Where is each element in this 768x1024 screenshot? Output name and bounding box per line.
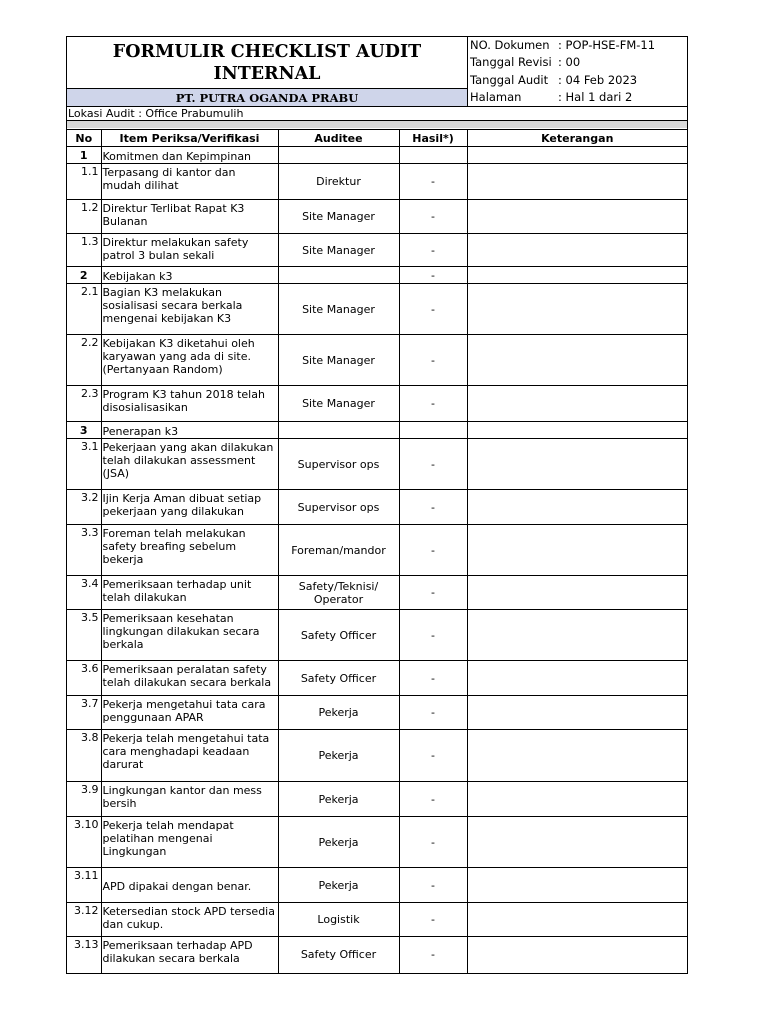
row-item: Direktur melakukan safety patrol 3 bulan sekali bbox=[101, 234, 278, 267]
row-auditee: Foreman/mandor bbox=[278, 525, 399, 576]
meta-label: Tanggal Revisi bbox=[470, 55, 552, 70]
row-result: - bbox=[399, 386, 467, 422]
row-result: - bbox=[399, 267, 467, 284]
row-result: - bbox=[399, 335, 467, 386]
meta-row bbox=[470, 37, 687, 54]
row-remarks bbox=[467, 937, 687, 973]
table-row bbox=[67, 164, 687, 200]
row-item: Pekerja telah mendapat pelatihan mengenai Lingkungan bbox=[101, 817, 278, 868]
row-remarks bbox=[467, 422, 687, 439]
category-row bbox=[67, 147, 687, 164]
row-auditee: Direktur bbox=[278, 164, 399, 200]
row-auditee: Safety Officer bbox=[278, 610, 399, 661]
row-result: - bbox=[399, 525, 467, 576]
table-row bbox=[67, 386, 687, 422]
row-auditee: Pekerja bbox=[278, 817, 399, 868]
row-result: - bbox=[399, 610, 467, 661]
row-item: Pemeriksaan peralatan safety telah dilakukan secara berkala bbox=[101, 661, 278, 696]
meta-value: : Hal 1 dari 2 bbox=[558, 89, 633, 104]
row-remarks bbox=[467, 267, 687, 284]
column-header: Item Periksa/Verifikasi bbox=[101, 130, 278, 147]
table-header-row bbox=[67, 130, 687, 147]
table-row bbox=[67, 730, 687, 782]
row-item: Ketersedian stock APD tersedia dan cukup. bbox=[101, 903, 278, 937]
row-result: - bbox=[399, 284, 467, 335]
document-meta bbox=[468, 37, 687, 106]
column-header: No bbox=[67, 130, 101, 147]
table-row bbox=[67, 439, 687, 490]
row-auditee: Site Manager bbox=[278, 284, 399, 335]
row-auditee: Safety Officer bbox=[278, 937, 399, 973]
row-item: Pemeriksaan terhadap APD dilakukan secara berkala bbox=[101, 937, 278, 973]
row-result: - bbox=[399, 200, 467, 234]
meta-row bbox=[470, 89, 687, 106]
row-remarks bbox=[467, 730, 687, 782]
row-number: 3.5 bbox=[67, 610, 101, 661]
row-number: 1.2 bbox=[67, 200, 101, 234]
row-number: 3.13 bbox=[67, 937, 101, 973]
row-number: 3 bbox=[67, 422, 101, 439]
column-header: Auditee bbox=[278, 130, 399, 147]
row-number: 3.1 bbox=[67, 439, 101, 490]
form-title: FORMULIR CHECKLIST AUDIT INTERNAL bbox=[67, 37, 467, 89]
row-number: 3.7 bbox=[67, 696, 101, 730]
table-row bbox=[67, 610, 687, 661]
row-remarks bbox=[467, 439, 687, 490]
row-remarks bbox=[467, 903, 687, 937]
row-number: 3.6 bbox=[67, 661, 101, 696]
meta-label: Halaman bbox=[470, 89, 522, 104]
row-auditee: Pekerja bbox=[278, 782, 399, 817]
row-item: Bagian K3 melakukan sosialisasi secara berkala mengenai kebijakan K3 bbox=[101, 284, 278, 335]
column-header: Hasil*) bbox=[399, 130, 467, 147]
row-number: 3.8 bbox=[67, 730, 101, 782]
row-result: - bbox=[399, 730, 467, 782]
row-auditee: Logistik bbox=[278, 903, 399, 937]
row-item: Kebijakan K3 diketahui oleh karyawan yang ada di site. (Pertanyaan Random) bbox=[101, 335, 278, 386]
meta-value: : 00 bbox=[558, 55, 581, 70]
row-number: 1.1 bbox=[67, 164, 101, 200]
row-number: 1.3 bbox=[67, 234, 101, 267]
row-remarks bbox=[467, 490, 687, 525]
row-remarks bbox=[467, 868, 687, 903]
meta-label: Tanggal Audit bbox=[470, 72, 549, 87]
row-auditee: Pekerja bbox=[278, 730, 399, 782]
row-number: 2 bbox=[67, 267, 101, 284]
row-result: - bbox=[399, 868, 467, 903]
row-remarks bbox=[467, 234, 687, 267]
row-item: Pekerjaan yang akan dilakukan telah dilakukan assessment (JSA) bbox=[101, 439, 278, 490]
row-remarks bbox=[467, 200, 687, 234]
row-item: Penerapan k3 bbox=[101, 422, 278, 439]
row-auditee: Pekerja bbox=[278, 868, 399, 903]
row-auditee: Supervisor ops bbox=[278, 490, 399, 525]
row-auditee: Pekerja bbox=[278, 696, 399, 730]
meta-value: : POP-HSE-FM-11 bbox=[558, 38, 656, 53]
row-remarks bbox=[467, 696, 687, 730]
table-row bbox=[67, 284, 687, 335]
table-row bbox=[67, 576, 687, 610]
row-number: 2.3 bbox=[67, 386, 101, 422]
row-result: - bbox=[399, 490, 467, 525]
row-result: - bbox=[399, 576, 467, 610]
audit-form bbox=[66, 36, 688, 974]
row-remarks bbox=[467, 386, 687, 422]
table-row bbox=[67, 200, 687, 234]
row-remarks bbox=[467, 335, 687, 386]
row-number: 1 bbox=[67, 147, 101, 164]
table-row bbox=[67, 903, 687, 937]
row-result: - bbox=[399, 234, 467, 267]
row-result: - bbox=[399, 164, 467, 200]
row-number: 3.12 bbox=[67, 903, 101, 937]
meta-row bbox=[470, 72, 687, 89]
row-auditee bbox=[278, 147, 399, 164]
row-auditee bbox=[278, 267, 399, 284]
row-remarks bbox=[467, 661, 687, 696]
row-auditee: Safety Officer bbox=[278, 661, 399, 696]
table-row bbox=[67, 490, 687, 525]
row-result: - bbox=[399, 696, 467, 730]
table-row bbox=[67, 817, 687, 868]
row-item: Lingkungan kantor dan mess bersih bbox=[101, 782, 278, 817]
row-item: Ijin Kerja Aman dibuat setiap pekerjaan yang dilakukan bbox=[101, 490, 278, 525]
table-row bbox=[67, 661, 687, 696]
row-remarks bbox=[467, 610, 687, 661]
row-result: - bbox=[399, 661, 467, 696]
row-result: - bbox=[399, 937, 467, 973]
row-remarks bbox=[467, 817, 687, 868]
company-name: PT. PUTRA OGANDA PRABU bbox=[67, 89, 467, 106]
row-item: Pekerja telah mengetahui tata cara menghadapi keadaan darurat bbox=[101, 730, 278, 782]
meta-label: NO. Dokumen bbox=[470, 38, 550, 53]
audit-location bbox=[67, 107, 687, 121]
row-auditee: Site Manager bbox=[278, 386, 399, 422]
row-item: Kebijakan k3 bbox=[101, 267, 278, 284]
row-item: Pekerja mengetahui tata cara penggunaan APAR bbox=[101, 696, 278, 730]
row-number: 3.9 bbox=[67, 782, 101, 817]
row-item: Program K3 tahun 2018 telah disosialisasikan bbox=[101, 386, 278, 422]
row-number: 3.2 bbox=[67, 490, 101, 525]
header-title-block bbox=[67, 37, 468, 106]
form-header bbox=[67, 37, 687, 107]
table-row bbox=[67, 234, 687, 267]
row-auditee: Safety/Teknisi/ Operator bbox=[278, 576, 399, 610]
row-item: APD dipakai dengan benar. bbox=[101, 868, 278, 903]
row-remarks bbox=[467, 576, 687, 610]
row-number: 3.11 bbox=[67, 868, 101, 903]
row-result: - bbox=[399, 903, 467, 937]
row-item: Komitmen dan Kepimpinan bbox=[101, 147, 278, 164]
row-result bbox=[399, 422, 467, 439]
row-auditee: Site Manager bbox=[278, 335, 399, 386]
row-item: Foreman telah melakukan safety breafing sebelum bekerja bbox=[101, 525, 278, 576]
row-number: 2.1 bbox=[67, 284, 101, 335]
separator-band bbox=[67, 121, 687, 128]
meta-row bbox=[470, 54, 687, 71]
table-row bbox=[67, 868, 687, 903]
table-row bbox=[67, 335, 687, 386]
row-number: 3.10 bbox=[67, 817, 101, 868]
category-row bbox=[67, 422, 687, 439]
row-item: Direktur Terlibat Rapat K3 Bulanan bbox=[101, 200, 278, 234]
row-result: - bbox=[399, 817, 467, 868]
table-row bbox=[67, 696, 687, 730]
row-number: 3.3 bbox=[67, 525, 101, 576]
row-auditee bbox=[278, 422, 399, 439]
table-row bbox=[67, 782, 687, 817]
row-number: 3.4 bbox=[67, 576, 101, 610]
row-auditee: Supervisor ops bbox=[278, 439, 399, 490]
column-header: Keterangan bbox=[467, 130, 687, 147]
row-item: Terpasang di kantor dan mudah dilihat bbox=[101, 164, 278, 200]
row-remarks bbox=[467, 147, 687, 164]
meta-value: : 04 Feb 2023 bbox=[558, 72, 638, 87]
audit-location-text: Lokasi Audit : Office Prabumulih bbox=[68, 107, 244, 120]
row-number: 2.2 bbox=[67, 335, 101, 386]
row-item: Pemeriksaan terhadap unit telah dilakukan bbox=[101, 576, 278, 610]
row-result: - bbox=[399, 782, 467, 817]
row-remarks bbox=[467, 782, 687, 817]
table-row bbox=[67, 525, 687, 576]
row-auditee: Site Manager bbox=[278, 234, 399, 267]
category-row bbox=[67, 267, 687, 284]
row-auditee: Site Manager bbox=[278, 200, 399, 234]
row-remarks bbox=[467, 164, 687, 200]
row-result bbox=[399, 147, 467, 164]
row-item: Pemeriksaan kesehatan lingkungan dilakukan secara berkala bbox=[101, 610, 278, 661]
row-result: - bbox=[399, 439, 467, 490]
table-row bbox=[67, 937, 687, 973]
table-body bbox=[67, 147, 687, 973]
checklist-table bbox=[67, 129, 687, 973]
row-remarks bbox=[467, 284, 687, 335]
row-remarks bbox=[467, 525, 687, 576]
